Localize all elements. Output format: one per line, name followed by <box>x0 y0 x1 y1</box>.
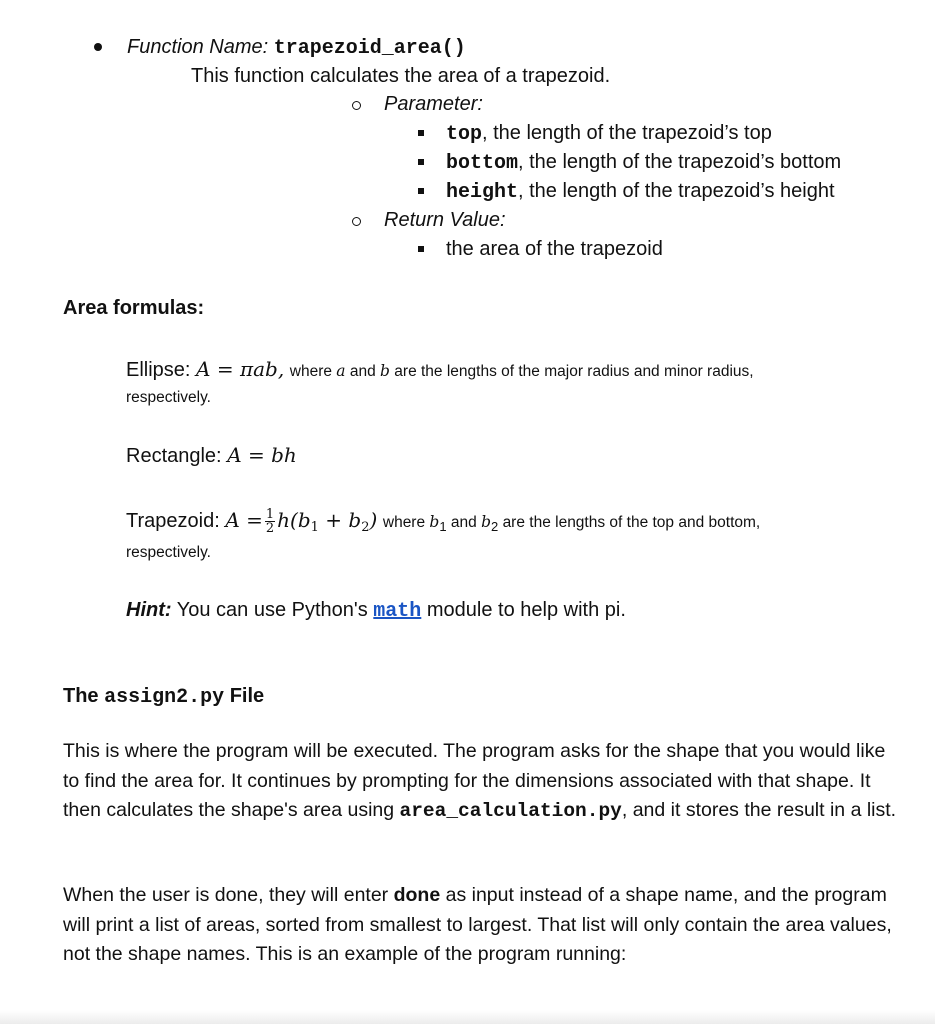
assign-paragraph-1: This is where the program will be executed. The program asks for the shape that you would like to find the area for. It continues by prompting for the dimensions associated with that shape. It then calculates the shape's area using area_calculation.py, and it stores the result in a list. <box>63 740 897 822</box>
ellipse-note-wrap: respectively. <box>126 389 211 406</box>
return-label: Return Value: <box>384 209 506 231</box>
trapezoid-label: Trapezoid: <box>126 510 220 532</box>
bullet-square-icon <box>418 159 424 165</box>
parameter-code: bottom <box>446 152 519 175</box>
trapezoid-equation: A = $\frac{1}{2}$ $h(b_1 + b_2)$ <box>225 507 378 536</box>
parameter-item <box>446 177 835 207</box>
bullet-circle-icon <box>352 217 361 226</box>
function-name-code: trapezoid_area() <box>273 37 466 60</box>
hint-line: Hint: You can use Python's math module to help with pi. <box>126 599 626 623</box>
math-module-link[interactable]: math <box>373 600 422 623</box>
function-description: This function calculates the area of a trapezoid. <box>191 65 611 87</box>
parameter-text: , the length of the trapezoid’s top <box>482 122 772 144</box>
parameter-label: Parameter: <box>384 93 483 115</box>
rectangle-formula <box>126 440 297 471</box>
bullet-square-icon <box>418 246 424 252</box>
bullet-circle-icon <box>352 101 361 110</box>
parameter-code: height <box>446 181 519 204</box>
done-keyword: done <box>393 884 441 906</box>
bullet-square-icon <box>418 188 424 194</box>
area-calculation-code: area_calculation.py <box>399 800 622 822</box>
ellipse-formula <box>126 354 754 385</box>
parameter-text: , the length of the trapezoid’s height <box>518 180 835 202</box>
ellipse-label: Ellipse: <box>126 359 191 381</box>
function-name-line <box>127 33 466 63</box>
function-name-label: Function Name: <box>127 36 269 58</box>
assign-paragraph-2: When the user is done, they will enter done as input instead of a shape name, and the program will print a list of areas, sorted from smallest to largest. That list will only contain the area values, not the shape names. This is an example of the program running: <box>63 884 892 965</box>
ellipse-note: where a and b are the lengths of the major radius and minor radius, <box>289 362 754 380</box>
page-bottom-shade <box>0 1010 935 1024</box>
assign-section-heading: The assign2.py File <box>63 685 265 709</box>
parameter-text: , the length of the trapezoid’s bottom <box>518 151 842 173</box>
bullet-square-icon <box>418 130 424 136</box>
ellipse-equation: A = πab, <box>196 357 285 381</box>
parameter-code: top <box>446 123 483 146</box>
bullet-dot-icon <box>94 43 102 51</box>
parameter-item <box>446 119 772 149</box>
trapezoid-note: where $b_1$ and $b_2$ are the lengths of the top and bottom, <box>382 513 761 534</box>
trapezoid-note-wrap: respectively. <box>126 544 211 561</box>
rectangle-equation: A = bh <box>227 443 297 467</box>
hint-label: Hint: <box>126 599 172 621</box>
return-item: the area of the trapezoid <box>446 238 663 260</box>
area-formulas-heading: Area formulas: <box>63 297 205 319</box>
rectangle-label: Rectangle: <box>126 445 222 467</box>
parameter-item <box>446 148 841 178</box>
trapezoid-formula <box>126 500 760 548</box>
fraction-one-half: $\frac{1}{2}$ <box>265 507 275 536</box>
